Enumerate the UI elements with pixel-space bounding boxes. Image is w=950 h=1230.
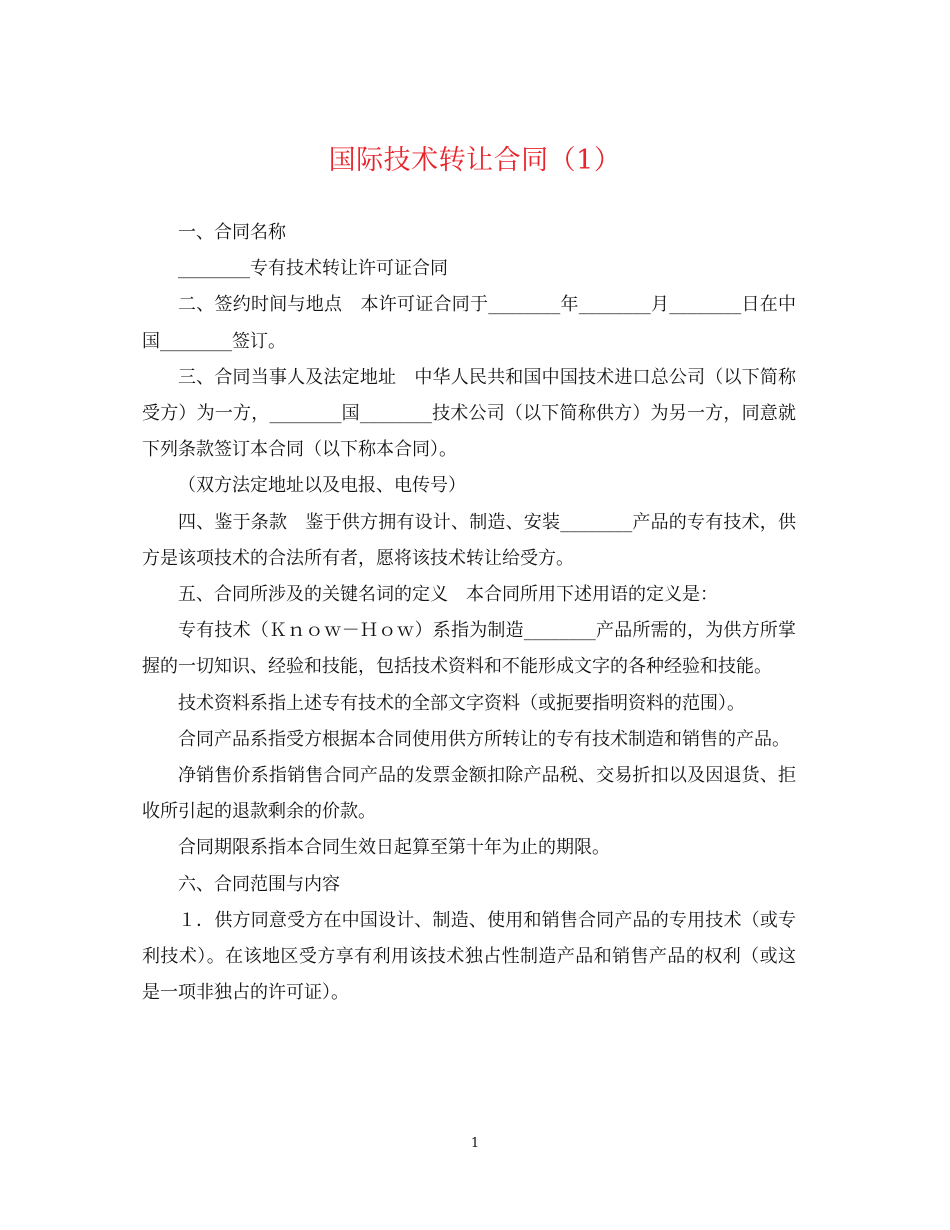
paragraph-parties: 三、合同当事人及法定地址 中华人民共和国中国技术进口总公司（以下简称受方）为一方，________国________技术公司（以下简称供方）为另一方，同意就下列条款签订本合同（以下称本合同）。 — [142, 366, 796, 461]
paragraph-contract-name: ________专有技术转让许可证合同 — [178, 258, 448, 280]
paragraph-definition-technical-data: 技术资料系指上述专有技术的全部文字资料（或扼要指明资料的范围）。 — [178, 692, 745, 714]
paragraph-contract-name-heading: 一、合同名称 — [178, 222, 286, 243]
paragraph-signing-time-place: 二、签约时间与地点 本许可证合同于________年________月________日在中国________签订。 — [142, 294, 796, 352]
document-title: 国际技术转让合同（1） — [328, 145, 622, 176]
page-number: 1 — [470, 1136, 480, 1151]
paragraph-addresses-note: （双方法定地址以及电报、电传号） — [178, 475, 466, 497]
paragraph-scope-item-1: １．供方同意受方在中国设计、制造、使用和销售合同产品的专用技术（或专利技术）。在该地区受方享有利用该技术独占性制造产品和销售产品的权利（或这是一项非独占的许可证）。 — [142, 909, 796, 1004]
paragraph-definition-contract-product: 合同产品系指受方根据本合同使用供方所转让的专有技术制造和销售的产品。 — [178, 728, 790, 750]
paragraph-definition-know-how: 专有技术（Ｋｎｏｗ－Ｈｏｗ）系指为制造________产品所需的，为供方所掌握的一切知识、经验和技能，包括技术资料和不能形成文字的各种经验和技能。 — [142, 620, 796, 678]
paragraph-recitals: 四、鉴于条款 鉴于供方拥有设计、制造、安装________产品的专有技术，供方是该项技术的合法所有者，愿将该技术转让给受方。 — [142, 511, 796, 569]
paragraph-scope-heading: 六、合同范围与内容 — [178, 873, 340, 895]
paragraph-definitions-heading: 五、合同所涉及的关键名词的定义 本合同所用下述用语的定义是： — [178, 584, 718, 606]
paragraph-definition-term: 合同期限系指本合同生效日起算至第十年为止的期限。 — [178, 837, 610, 859]
document-body — [142, 215, 796, 1011]
paragraph-definition-net-price: 净销售价系指销售合同产品的发票金额扣除产品税、交易折扣以及因退货、拒收所引起的退款剩余的价款。 — [142, 765, 796, 823]
